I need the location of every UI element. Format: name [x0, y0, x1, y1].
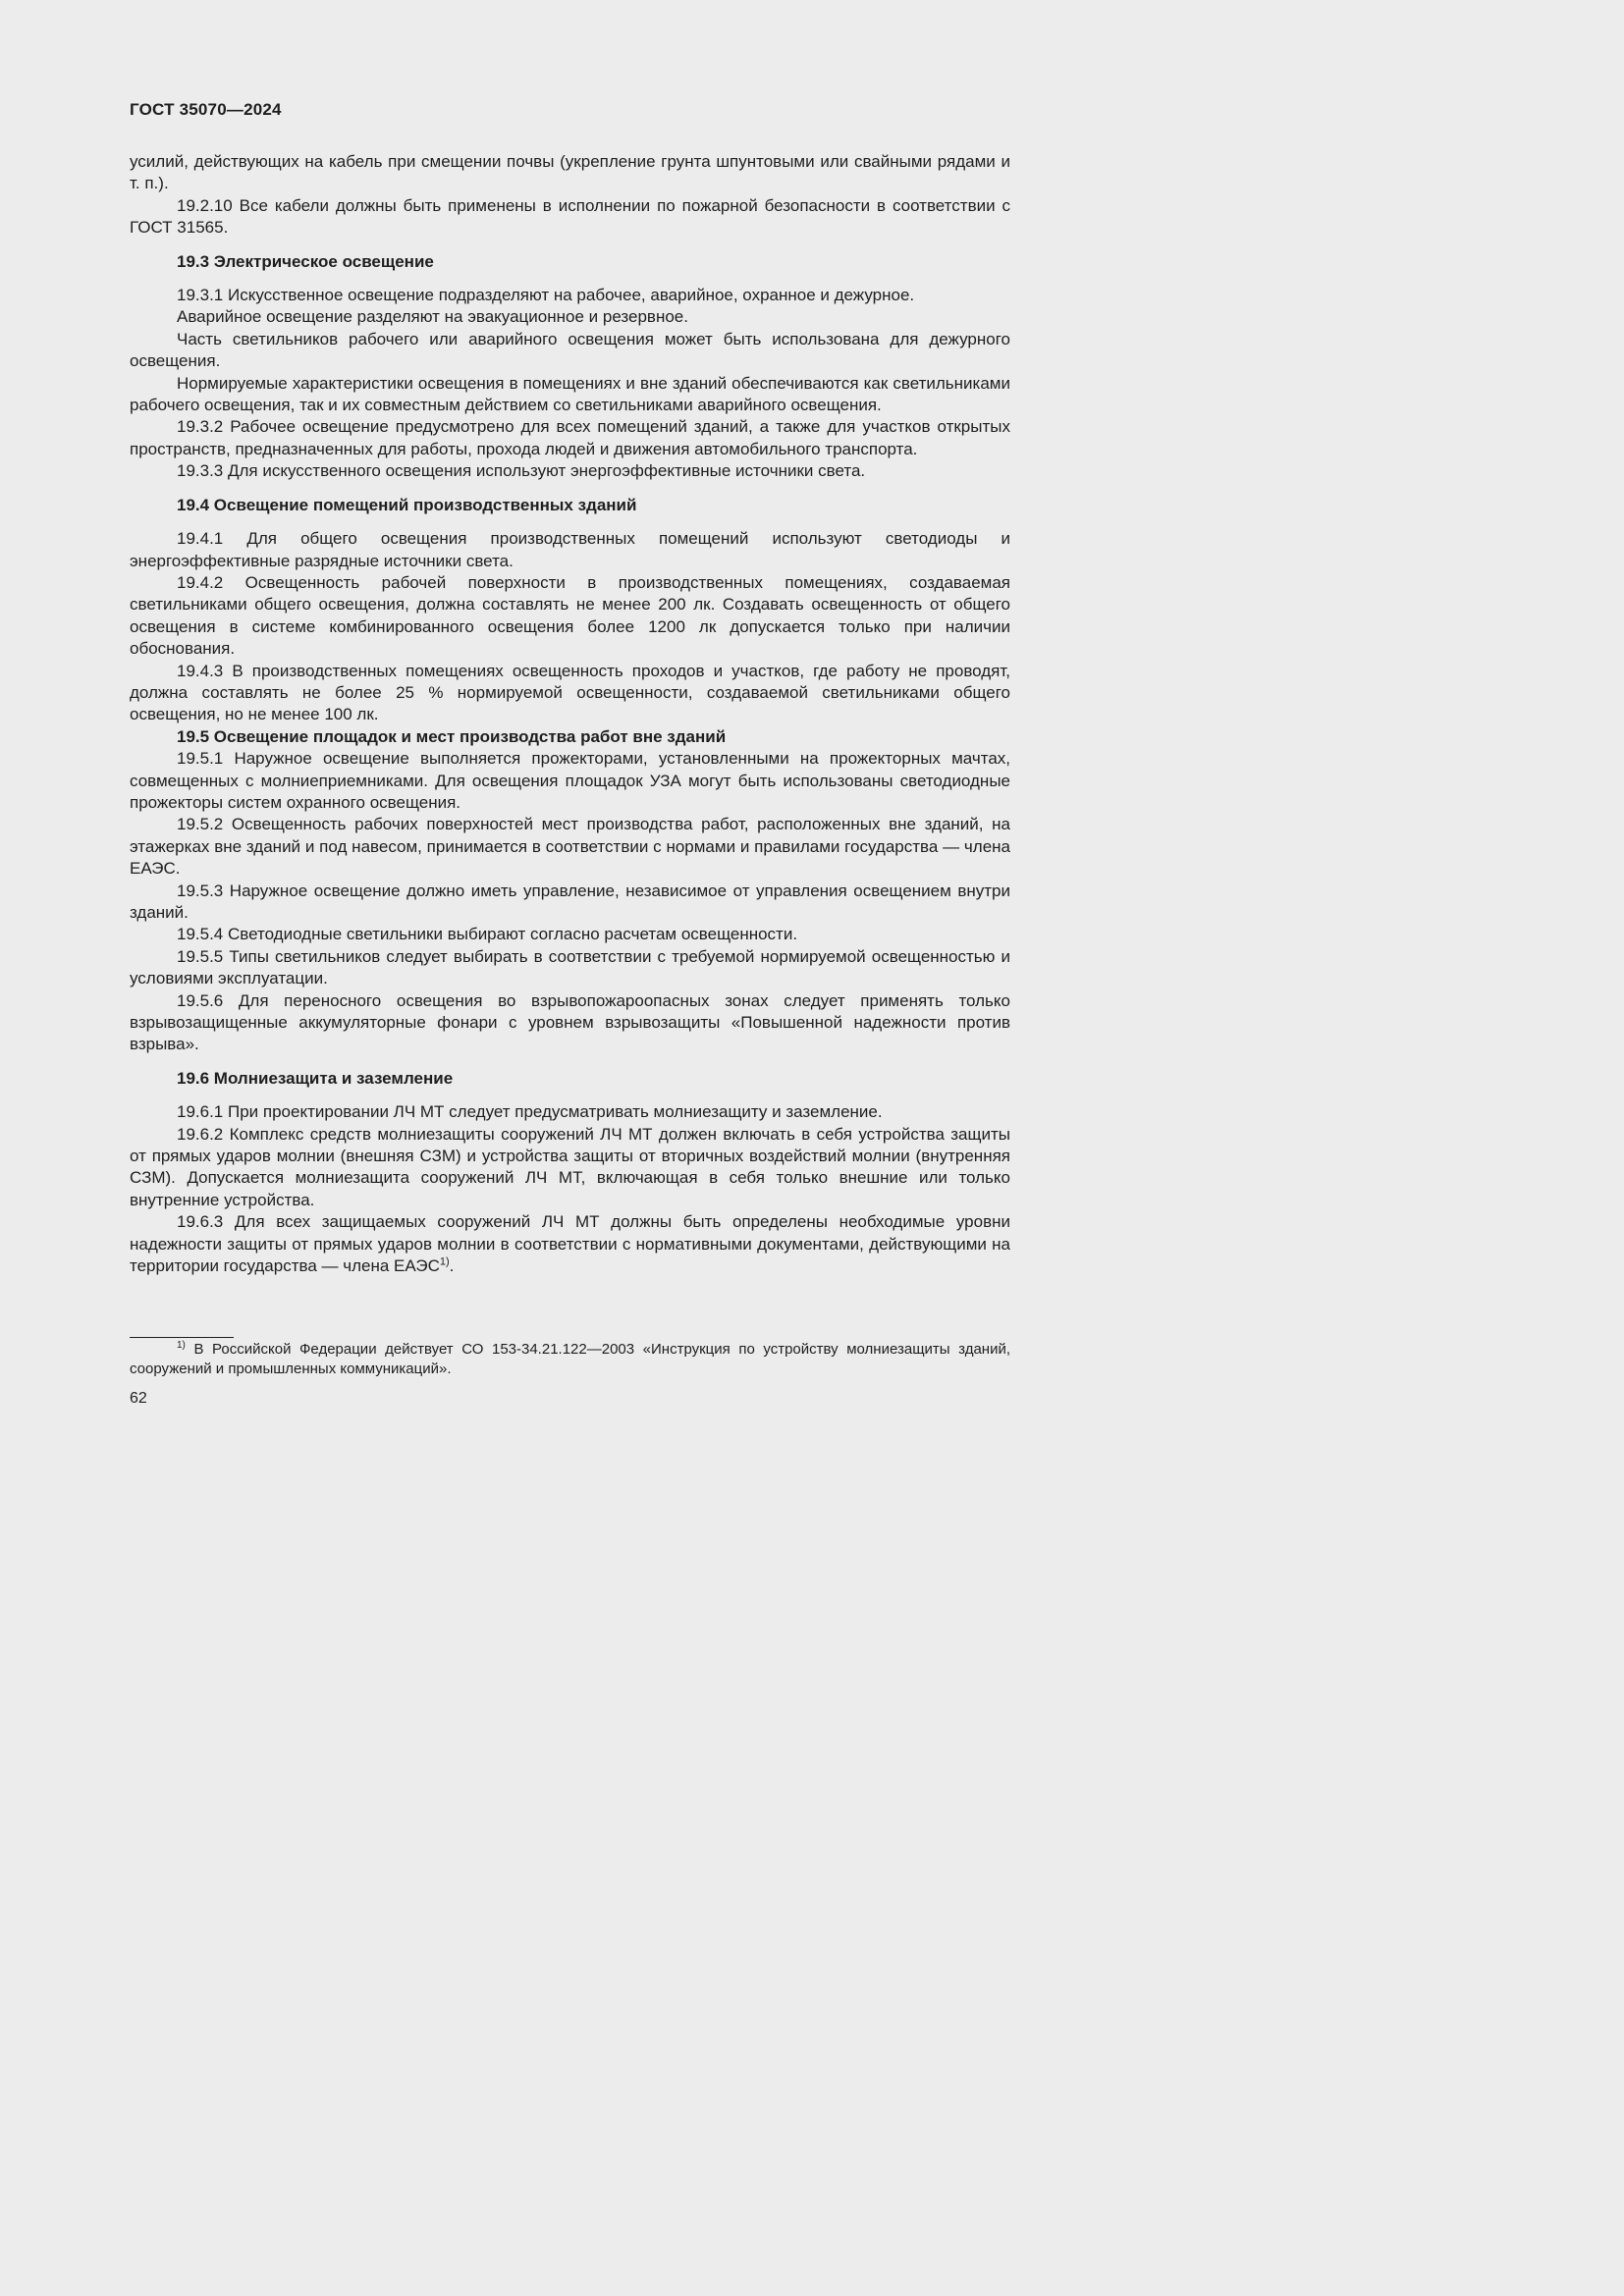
paragraph-19-6-1: 19.6.1 При проектировании ЛЧ МТ следует предусматривать молниезащиту и заземление. [177, 1102, 883, 1122]
paragraph-19-6-3-text: 19.6.3 Для всех защищаемых сооружений ЛЧ МТ должны быть определены необходимые уровни надежности защиты от прямых ударов молнии в соответствии с нормативными документами, действующими на территории государства — члена ЕАЭС [130, 1212, 1010, 1276]
paragraph-19-2-10: 19.2.10 Все кабели должны быть применены в исполнении по пожарной безопасности в соответствии с ГОСТ 31565. [130, 195, 1010, 238]
paragraph-19-4-2: 19.4.2 Освещенность рабочей поверхности в производственных помещениях, создаваемая светильниками общего освещения, должна составлять не менее 200 лк. Создавать освещенность от общего освещения в системе комбинированного освещения более 1200 лк допускается только при наличии обоснования. [130, 572, 1010, 659]
paragraph-19-4-3: 19.4.3 В производственных помещениях освещенность проходов и участков, где работу не проводят, должна составлять не более 25 % нормируемой освещенности, создаваемой светильниками общего освещения, но не менее 100 лк. [130, 661, 1010, 724]
section-heading-19-3: 19.3 Электрическое освещение [177, 251, 434, 271]
document-page [0, 0, 1089, 1539]
page-number: 62 [130, 1390, 147, 1407]
paragraph-19-6-3-end: . [449, 1256, 455, 1276]
paragraph-19-6-2: 19.6.2 Комплекс средств молниезащиты сооружений ЛЧ МТ должен включать в себя устройства защиты от прямых ударов молнии (внешняя СЗМ) и устройства защиты от вторичных воздействий молнии (внутренняя СЗМ). Допускается молниезащита сооружений ЛЧ МТ, включающая в себя только внешние или только внутренние устройства. [130, 1124, 1010, 1209]
document-header: ГОСТ 35070—2024 [130, 100, 282, 119]
paragraph-19-5-5: 19.5.5 Типы светильников следует выбирать в соответствии с требуемой нормируемой освещенностью и условиями эксплуатации. [130, 946, 1010, 988]
paragraph-19-3-1: 19.3.1 Искусственное освещение подразделяют на рабочее, аварийное, охранное и дежурное. [177, 286, 915, 305]
paragraph-19-5-2: 19.5.2 Освещенность рабочих поверхностей мест производства работ, расположенных вне зданий, на этажерках вне зданий и под навесом, принимается в соответствии с нормами и правилами государства — члена ЕАЭС. [130, 815, 1010, 879]
section-heading-19-4: 19.4 Освещение помещений производственных зданий [177, 495, 637, 514]
paragraph-19-3-2: 19.3.2 Рабочее освещение предусмотрено для всех помещений зданий, а также для участков открытых пространств, предназначенных для работы, прохода людей и движения автомобильного транспорта. [130, 417, 1010, 458]
paragraph-19-3-3: 19.3.3 Для искусственного освещения используют энергоэффективные источники света. [177, 461, 866, 481]
paragraph-19-5-3: 19.5.3 Наружное освещение должно иметь управление, независимое от управления освещением внутри зданий. [130, 881, 1010, 922]
paragraph-emergency-lighting: Аварийное освещение разделяют на эвакуационное и резервное. [177, 307, 688, 327]
paragraph-duty-lighting: Часть светильников рабочего или аварийного освещения может быть использована для дежурного освещения. [130, 329, 1010, 371]
paragraph-continuation: усилий, действующих на кабель при смещении почвы (укрепление грунта шпунтовыми или свайными рядами и т. п.). [130, 152, 1010, 193]
document-body [130, 151, 1010, 1278]
footnote-text: В Российской Федерации действует СО 153-34.21.122—2003 «Инструкция по устройству молниезащиты зданий, сооружений и промышленных коммуникаций». [130, 1341, 1010, 1377]
footnote [130, 1340, 1010, 1379]
section-heading-19-5: 19.5 Освещение площадок и мест производства работ вне зданий [177, 726, 727, 746]
paragraph-19-4-1: 19.4.1 Для общего освещения производственных помещений используют светодиоды и энергоэффективные разрядные источники света. [130, 529, 1010, 570]
section-heading-19-6: 19.6 Молниезащита и заземление [177, 1068, 454, 1088]
paragraph-19-6-3 [130, 1211, 1010, 1277]
footnote-separator [130, 1337, 234, 1338]
paragraph-lighting-characteristics: Нормируемые характеристики освещения в помещениях и вне зданий обеспечиваются как светильниками рабочего освещения, так и их совместным действием со светильниками аварийного освещения. [130, 373, 1010, 415]
paragraph-19-5-4: 19.5.4 Светодиодные светильники выбирают согласно расчетам освещенности. [177, 925, 798, 944]
footnote-marker: 1) [177, 1340, 186, 1351]
paragraph-19-5-1: 19.5.1 Наружное освещение выполняется прожекторами, установленными на прожекторных мачтах, совмещенных с молниеприемниками. Для освещения площадок УЗА могут быть использованы светодиодные прожекторы систем охранного освещения. [130, 749, 1010, 812]
paragraph-19-5-6: 19.5.6 Для переносного освещения во взрывопожароопасных зонах следует применять только взрывозащищенные аккумуляторные фонари с уровнем взрывозащиты «Повышенной надежности против взрыва». [130, 990, 1010, 1054]
footnote-reference[interactable]: 1) [439, 1255, 450, 1268]
